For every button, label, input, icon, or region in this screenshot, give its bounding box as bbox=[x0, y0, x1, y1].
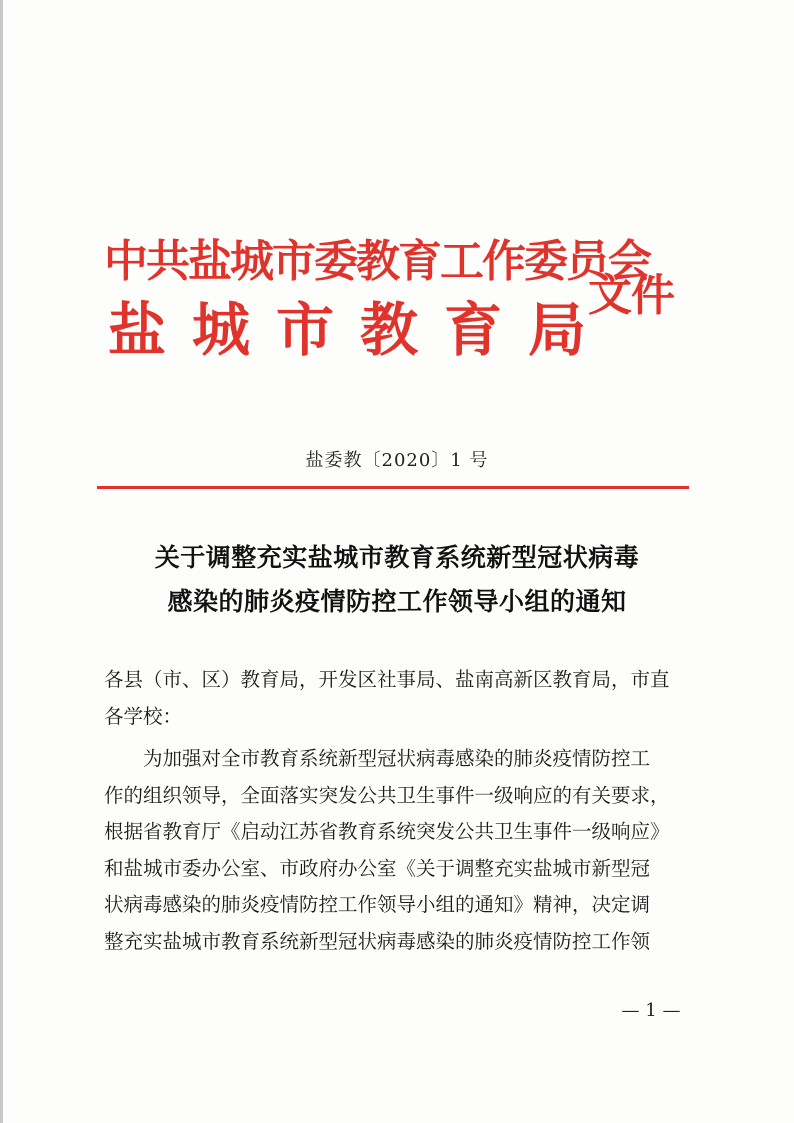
body-line: 作的组织领导，全面落实突发公共卫生事件一级响应的有关要求， bbox=[104, 783, 670, 807]
red-separator-rule bbox=[97, 486, 689, 489]
body-paragraph bbox=[104, 741, 690, 960]
issuer-suffix: 文件 bbox=[588, 270, 674, 321]
body-line: 和盐城市委办公室、市政府办公室《关于调整充实盐城市新型冠 bbox=[104, 856, 651, 880]
addressee-line-2: 各学校： bbox=[104, 704, 183, 728]
issuer-line-2: 盐城市教育局 bbox=[108, 296, 613, 364]
title-line-1: 关于调整充实盐城市教育系统新型冠状病毒 bbox=[154, 543, 640, 572]
body-line: 为加强对全市教育系统新型冠状病毒感染的肺炎疫情防控工 bbox=[104, 747, 651, 770]
body-line: 状病毒感染的肺炎疫情防控工作领导小组的通知》精神，决定调 bbox=[104, 893, 651, 916]
body-line: 根据省教育厅《启动江苏省教育系统突发公共卫生事件一级响应》 bbox=[104, 820, 670, 843]
title-line-2: 感染的肺炎疫情防控工作领导小组的通知 bbox=[167, 587, 627, 616]
document-number: 盐委教〔2020〕1 号 bbox=[305, 450, 489, 471]
body-line: 整充实盐城市教育系统新型冠状病毒感染的肺炎疫情防控工作领 bbox=[104, 929, 651, 953]
addressee bbox=[104, 662, 690, 735]
page-edge bbox=[0, 0, 3, 1123]
page-number: — 1 — bbox=[621, 1000, 681, 1021]
document-title bbox=[60, 536, 734, 624]
issuer-line-1: 中共盐城市委教育工作委员会 bbox=[104, 236, 650, 287]
addressee-line-1: 各县（市、区）教育局，开发区社事局、盐南高新区教育局，市直 bbox=[104, 668, 670, 691]
